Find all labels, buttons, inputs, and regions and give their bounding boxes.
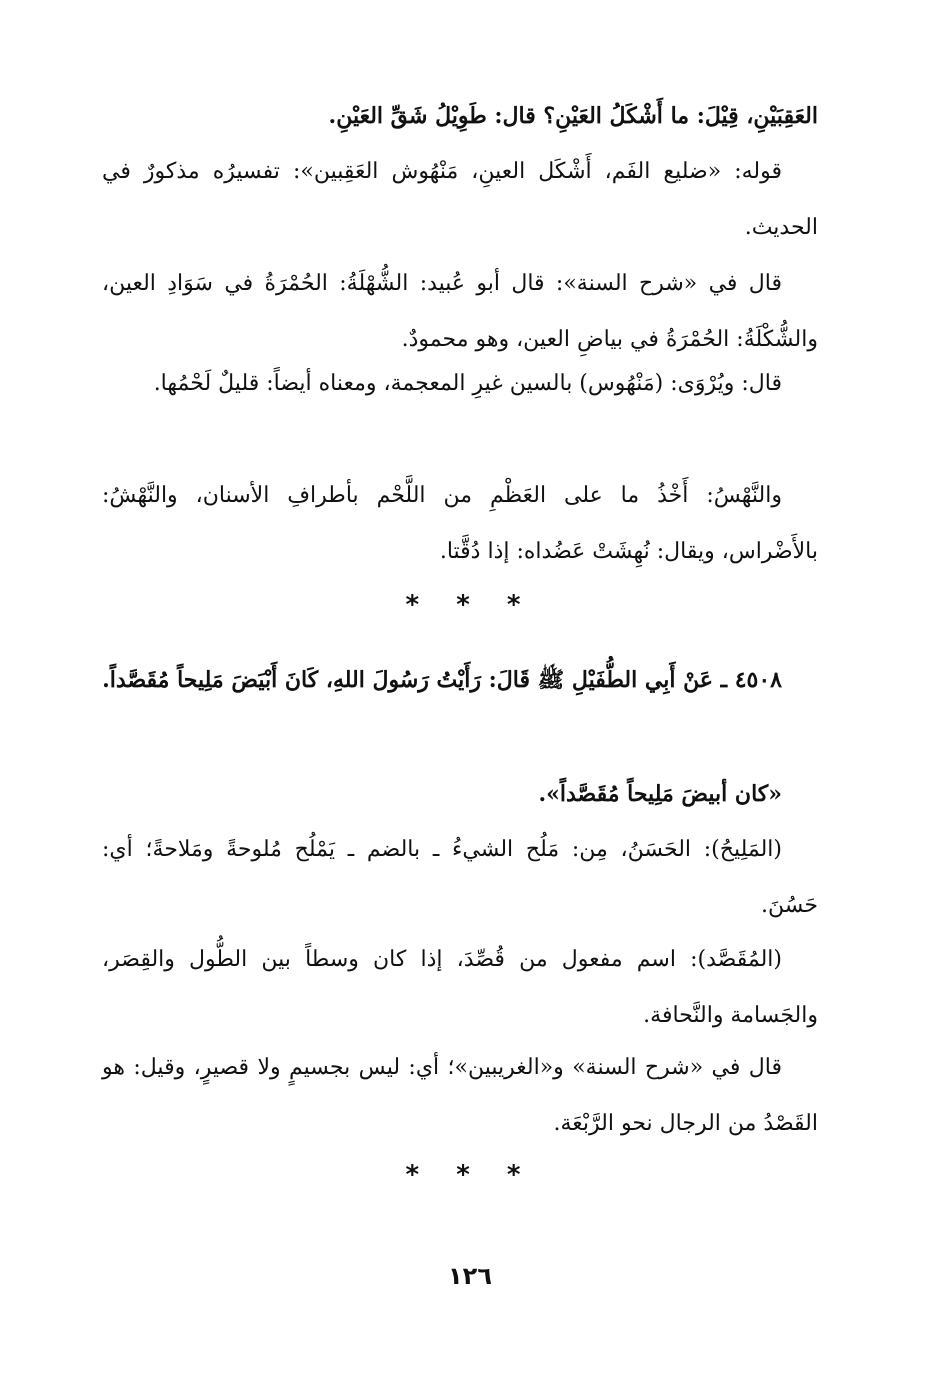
commentary-paragraph-qawluh bbox=[102, 144, 818, 256]
hadith-quote-heading: «كان أبيضَ مَلِيحاً مُقَصَّداً». bbox=[538, 781, 782, 807]
commentary-text: قوله: «ضليع الفَم، أَشْكَل العينِ، مَنْهُوش العَقِبين»: تفسيرُه مذكورٌ في الحديث. bbox=[102, 159, 818, 240]
commentary-paragraph-gharibayn: قال في «شرح السنة» و«الغريبين»؛ أي: ليس بجسيمٍ ولا قصيرٍ، وقيل: هو القَصْدُ من الرجال نحو الرَّبْعَة. bbox=[102, 1055, 818, 1136]
commentary-paragraph-muqassad: (المُقَصَّد): اسم مفعول من قُصِّدَ، إذا كان وسطاً بين الطُّول والقِصَر، والجَسامة والنَّحافة. bbox=[102, 947, 818, 1028]
commentary-paragraph-sharh-sunnah: قال في «شرح السنة»: قال أبو عُبيد: الشُّهْلَةُ: الحُمْرَةُ في سَوَادِ العين، والشُّكْلَةُ: الحُمْرَةُ في بياضِ العين، وهو محمودٌ. bbox=[102, 271, 818, 352]
commentary-paragraph-malih: (المَلِيحُ): الحَسَنُ، مِن: مَلُح الشيءُ ـ بالضم ـ يَمْلُح مُلوحةً ومَلاحةً؛ أي: حَسُنَ. bbox=[102, 837, 818, 918]
hadith-continuation: العَقِبَيْنِ، قِيْلَ: ما أَشْكَلُ العَيْنِ؟ قال: طَوِيْلُ شَقِّ العَيْنِ. bbox=[328, 103, 818, 129]
hadith-4508: ٤٥٠٨ ـ عَنْ أَبِي الطُّفَيْلِ ﷺ قَالَ: رَأَيْتُ رَسُولَ اللهِ، كَانَ أَبْيَضَ مَلِيحاً مُقَصَّداً. bbox=[102, 667, 782, 693]
section-separator-end: * * * bbox=[405, 1160, 535, 1190]
section-separator: * * * bbox=[405, 590, 535, 620]
page-number: ١٢٦ bbox=[448, 1262, 492, 1290]
commentary-paragraph-nahs: والنَّهْسُ: أَخْذُ ما على العَظْمِ من اللَّحْم بأطرافِ الأسنان، والنَّهْشُ: بالأَضْراس، ويقال: نُهِشَتْ عَضُداه: إذا دُقَّتا. bbox=[102, 483, 818, 564]
commentary-paragraph-yurwa: قال: ويُرْوَى: (مَنْهُوس) بالسين غيرِ المعجمة، ومعناه أيضاً: قليلٌ لَحْمُها. bbox=[153, 371, 782, 396]
